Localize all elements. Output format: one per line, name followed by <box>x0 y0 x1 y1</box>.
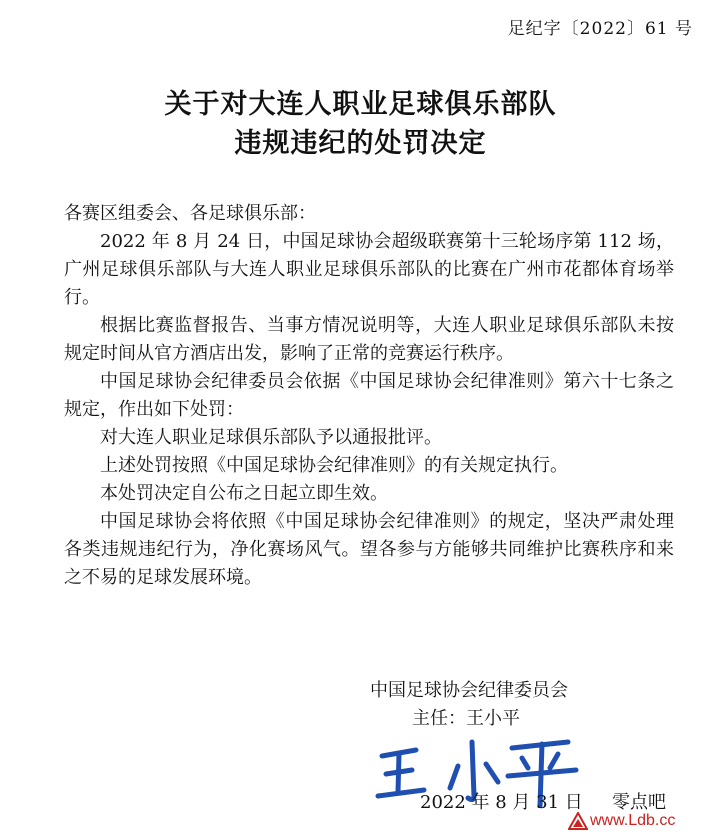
paragraph: 2022 年 8 月 24 日，中国足球协会超级联赛第十三轮场序第 112 场，广州足球俱乐部队与大连人职业足球俱乐部队的比赛在广州市花都体育场举行。 <box>64 231 674 308</box>
document-body <box>64 200 674 592</box>
watermark-site[interactable]: www.Ldb.cc <box>590 812 676 829</box>
document-title-line-2: 违规违纪的处罚决定 <box>234 128 487 159</box>
signature-organization: 中国足球协会纪律委员会 <box>370 680 568 701</box>
signature-chair: 主任：王小平 <box>412 708 520 729</box>
paragraph: 中国足球协会纪律委员会依据《中国足球协会纪律准则》第六十七条之规定，作出如下处罚： <box>64 371 674 420</box>
document-title-line-1: 关于对大连人职业足球俱乐部队 <box>164 89 557 120</box>
document-number: 足纪字〔2022〕61 号 <box>507 19 693 39</box>
paragraph: 中国足球协会将依照《中国足球协会纪律准则》的规定，坚决严肃处理各类违规违纪行为，净化赛场风气。望各参与方能够共同维护比赛秩序和来之不易的足球发展环境。 <box>64 511 674 588</box>
salutation: 各赛区组委会、各足球俱乐部： <box>64 203 316 224</box>
paragraph: 上述处罚按照《中国足球协会纪律准则》的有关规定执行。 <box>100 455 568 476</box>
paragraph: 对大连人职业足球俱乐部队予以通报批评。 <box>100 427 442 448</box>
paragraph: 本处罚决定自公布之日起立即生效。 <box>100 483 388 504</box>
watermark-logo-icon <box>568 812 588 830</box>
paragraph: 根据比赛监督报告、当事方情况说明等，大连人职业足球俱乐部队未按规定时间从官方酒店出发，影响了正常的竞赛运行秩序。 <box>64 315 674 364</box>
watermark-text: 零点吧 <box>612 792 666 813</box>
signature-date: 2022 年 8 月 31 日 <box>420 792 583 813</box>
